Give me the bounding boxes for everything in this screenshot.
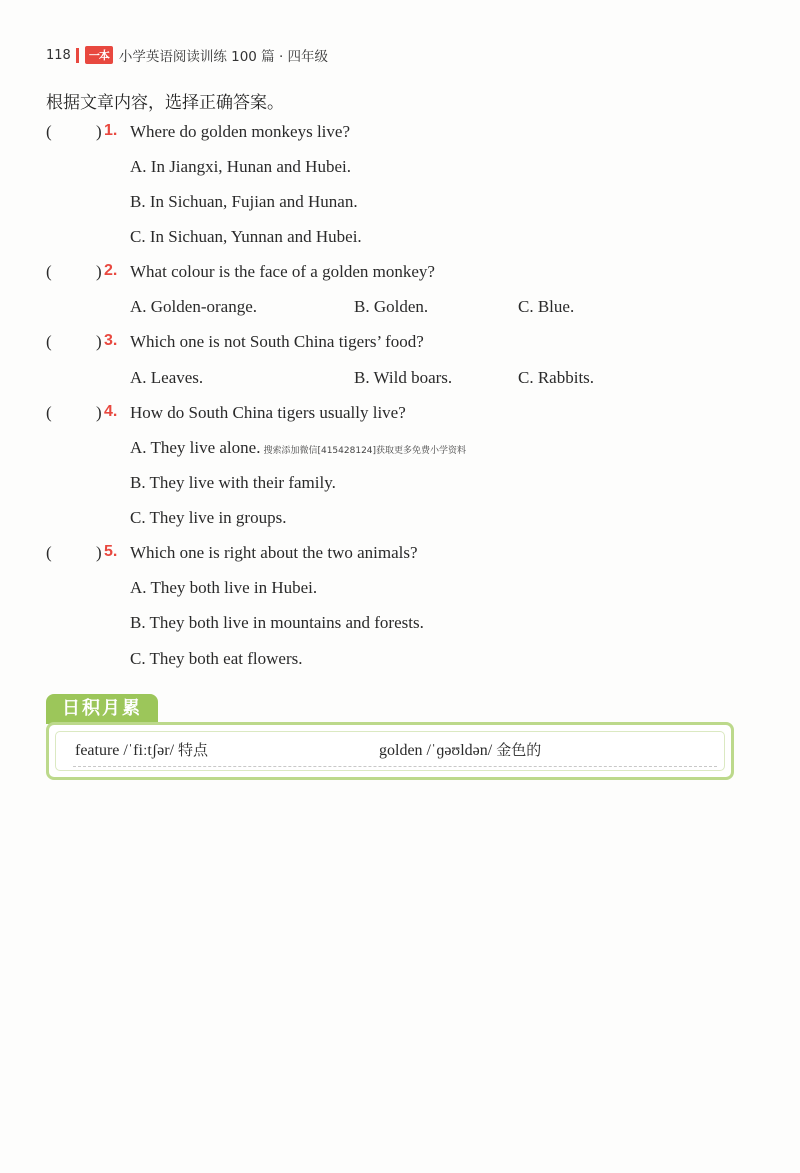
question-text: How do South China tigers usually live? — [130, 403, 406, 422]
option-4b: B. They live with their family. — [130, 473, 336, 492]
answer-blank-open[interactable]: ( — [46, 403, 52, 422]
brand-logo: 一本 — [85, 46, 113, 64]
question-text: Which one is not South China tigers’ food? — [130, 332, 424, 351]
answer-blank-close: ) — [96, 262, 102, 281]
page-number: 118 — [46, 47, 71, 63]
question-number: 3. — [104, 332, 118, 349]
option-3c: C. Rabbits. — [518, 368, 595, 387]
question-number: 4. — [104, 403, 118, 420]
option-1b: B. In Sichuan, Fujian and Hunan. — [130, 192, 358, 211]
question-text: Where do golden monkeys live? — [130, 122, 350, 141]
vocab-meaning: 金色的 — [496, 741, 542, 759]
question-number: 5. — [104, 543, 118, 560]
book-title: 小学英语阅读训练 100 篇 · 四年级 — [118, 49, 329, 65]
option-3b: B. Wild boars. — [354, 368, 453, 387]
answer-blank-close: ) — [96, 543, 102, 562]
vocab-box — [46, 722, 734, 780]
answer-blank-close: ) — [96, 332, 102, 351]
option-1c: C. In Sichuan, Yunnan and Hubei. — [130, 227, 362, 246]
answer-blank-open[interactable]: ( — [46, 332, 52, 351]
answer-blank-open[interactable]: ( — [46, 262, 52, 281]
vocab-phonetic: /ˈɡəʊldən/ — [426, 742, 493, 759]
question-number: 2. — [104, 262, 118, 279]
answer-blank-open[interactable]: ( — [46, 122, 52, 141]
answer-blank-open[interactable]: ( — [46, 543, 52, 562]
vocab-section-title: 日积月累 — [46, 694, 158, 724]
option-4a: A. They live alone. — [130, 438, 261, 457]
option-2a: A. Golden-orange. — [130, 297, 257, 316]
option-5c: C. They both eat flowers. — [130, 649, 303, 668]
vocab-word: golden — [379, 742, 423, 759]
question-text: Which one is right about the two animals? — [130, 543, 418, 562]
vocab-meaning: 特点 — [178, 741, 209, 759]
option-2b: B. Golden. — [354, 297, 429, 316]
dashed-rule — [73, 766, 717, 767]
option-1a: A. In Jiangxi, Hunan and Hubei. — [130, 157, 351, 176]
option-2c: C. Blue. — [518, 297, 575, 316]
option-3a: A. Leaves. — [130, 368, 204, 387]
option-5b: B. They both live in mountains and forests. — [130, 613, 424, 632]
question-number: 1. — [104, 122, 118, 139]
answer-blank-close: ) — [96, 403, 102, 422]
answer-blank-close: ) — [96, 122, 102, 141]
question-text: What colour is the face of a golden monkey? — [130, 262, 435, 281]
vocab-item-feature — [75, 739, 208, 760]
page-header — [46, 44, 328, 66]
instruction: 根据文章内容，选择正确答案。 — [46, 93, 284, 113]
watermark-text: 搜索添加微信[415428124]获取更多免费小学资料 — [263, 446, 467, 456]
vocab-item-golden — [379, 739, 541, 760]
vocab-word: feature — [75, 742, 120, 759]
option-4c: C. They live in groups. — [130, 508, 287, 527]
vocab-phonetic: /ˈfiːtʃər/ — [123, 742, 175, 759]
header-divider — [76, 48, 79, 63]
option-5a: A. They both live in Hubei. — [130, 578, 318, 597]
option-4a-row — [130, 438, 466, 458]
